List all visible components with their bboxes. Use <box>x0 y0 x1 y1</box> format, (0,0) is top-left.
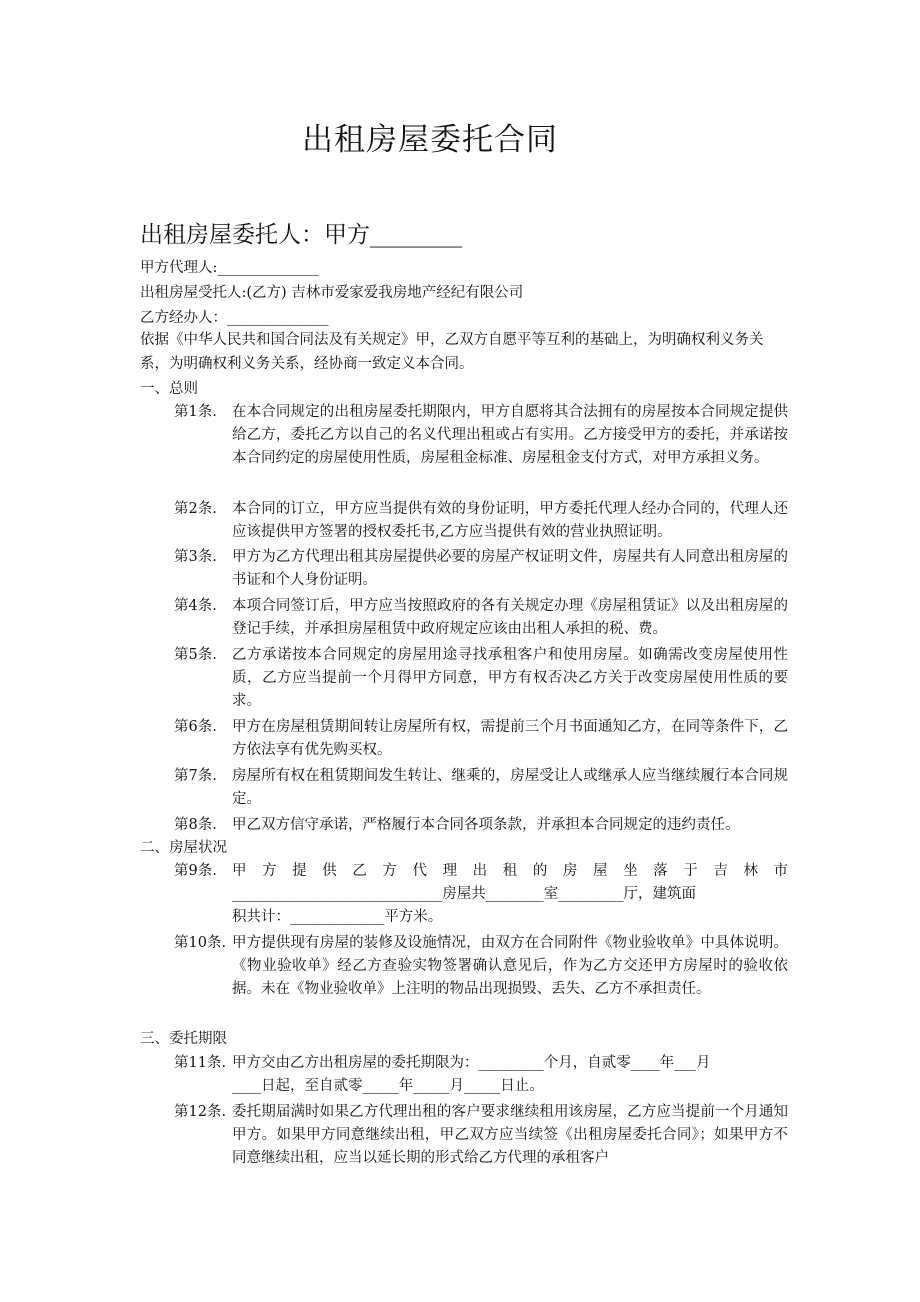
party-b-line: 出租房屋受托人:(乙方) 吉林市爱家爱我房地产经纪有限公司 <box>140 285 524 301</box>
article-text <box>232 1052 788 1098</box>
section-heading-property: 二、房屋状况 <box>140 840 227 856</box>
article-text: 本合同的订立，甲方应当提供有效的身份证明，甲方委托代理人经办合同的，代理人还应该提供甲方签署的授权委托书,乙方应当提供有效的营业执照证明。 <box>232 501 788 541</box>
article-number: 第4条. <box>174 598 217 614</box>
party-b-handler-line: 乙方经办人：______________ <box>140 310 329 326</box>
article-11 <box>174 1052 788 1098</box>
article-number: 第12条. <box>174 1104 227 1120</box>
article-number: 第10条. <box>174 935 227 951</box>
article-10 <box>174 932 788 1002</box>
article-text: 甲方为乙方代理出租其房屋提供必要的房屋产权证明文件，房屋共有人同意出租房屋的书证和个人身份证明。 <box>232 549 788 589</box>
document-subtitle: 出租房屋委托人：甲方________ <box>140 222 462 248</box>
article-text <box>232 860 788 930</box>
article-text: 甲方在房屋租赁期间转让房屋所有权，需提前三个月书面通知乙方，在同等条件下，乙方依法享有优先购买权。 <box>232 719 788 759</box>
article-9-line-2: _____________________________房屋共________室_________厅，建筑面 <box>232 886 696 903</box>
article-7 <box>174 765 788 811</box>
party-a-agent-line: 甲方代理人:______________ <box>140 260 319 276</box>
article-number: 第8条. <box>174 817 217 833</box>
article-6 <box>174 716 788 762</box>
article-11-line-1: 甲方交由乙方出租房屋的委托期限为：_________个月，自贰零____年___月 <box>232 1055 711 1071</box>
preamble-paragraph: 依据《中华人民共和国合同法及有关规定》甲，乙双方自愿平等互利的基础上，为明确权利义务关系，为明确权利义务关系，经协商一致定义本合同。 <box>140 332 764 372</box>
article-5 <box>174 644 788 714</box>
article-text: 委托期届满时如果乙方代理出租的客户要求继续租用该房屋，乙方应当提前一个月通知甲方。如果甲方同意继续出租，甲乙双方应当续签《出租房屋委托合同》；如果甲方不同意继续出租，应当以延长期的形式给乙方代理的承租客户 <box>232 1104 788 1167</box>
article-text: 甲乙双方信守承诺，严格履行本合同各项条款，并承担本合同规定的违约责任。 <box>232 817 740 833</box>
article-number: 第11条. <box>174 1055 227 1071</box>
article-number: 第5条. <box>174 647 217 663</box>
article-4 <box>174 595 788 641</box>
document-title: 出租房屋委托合同 <box>302 122 558 158</box>
section-heading-general: 一、总则 <box>140 381 198 397</box>
article-3 <box>174 546 788 592</box>
article-number: 第9条. <box>174 863 217 879</box>
article-text: 在本合同规定的出租房屋委托期限内，甲方自愿将其合法拥有的房屋按本合同规定提供给乙方，委托乙方以自己的名义代理出租或占有实用。乙方接受甲方的委托，并承诺按本合同约定的房屋使用性质，房屋租金标准、房屋租金支付方式，对甲方承担义务。 <box>232 404 788 467</box>
article-12 <box>174 1101 788 1171</box>
article-1 <box>174 401 788 471</box>
article-text: 房屋所有权在租赁期间发生转让、继乘的，房屋受让人或继承人应当继续履行本合同规定。 <box>232 768 788 808</box>
article-2 <box>174 498 788 544</box>
article-number: 第3条. <box>174 549 217 565</box>
article-number: 第1条. <box>174 404 217 420</box>
article-11-line-2: ____日起，至自贰零_____年_____月_____日止。 <box>232 1078 544 1095</box>
article-9-line-3: 积共计：_____________平方米。 <box>232 909 443 926</box>
section-heading-term: 三、委托期限 <box>140 1031 227 1047</box>
article-8 <box>174 814 788 837</box>
article-number: 第6条. <box>174 719 217 735</box>
article-9-line-1: 甲 方 提 供 乙 方 代 理 出 租 的 房 屋 坐 落 于 吉 林 市 <box>232 863 788 879</box>
article-text: 甲方提供现有房屋的装修及设施情况，由双方在合同附件《物业验收单》中具体说明。《物业验收单》经乙方查验实物签署确认意见后，作为乙方交还甲方房屋时的验收依据。未在《物业验收单》上注明的物品出现损毁、丢失、乙方不承担责任。 <box>232 935 788 998</box>
article-number: 第7条. <box>174 768 217 784</box>
article-text: 乙方承诺按本合同规定的房屋用途寻找承租客户和使用房屋。如确需改变房屋使用性质，乙方应当提前一个月得甲方同意，甲方有权否决乙方关于改变房屋使用性质的要求。 <box>232 647 788 710</box>
article-text: 本项合同签订后，甲方应当按照政府的各有关规定办理《房屋租赁证》以及出租房屋的登记手续，并承担房屋租赁中政府规定应该由出租人承担的税、费。 <box>232 598 788 638</box>
article-9 <box>174 860 788 930</box>
article-number: 第2条. <box>174 501 217 517</box>
